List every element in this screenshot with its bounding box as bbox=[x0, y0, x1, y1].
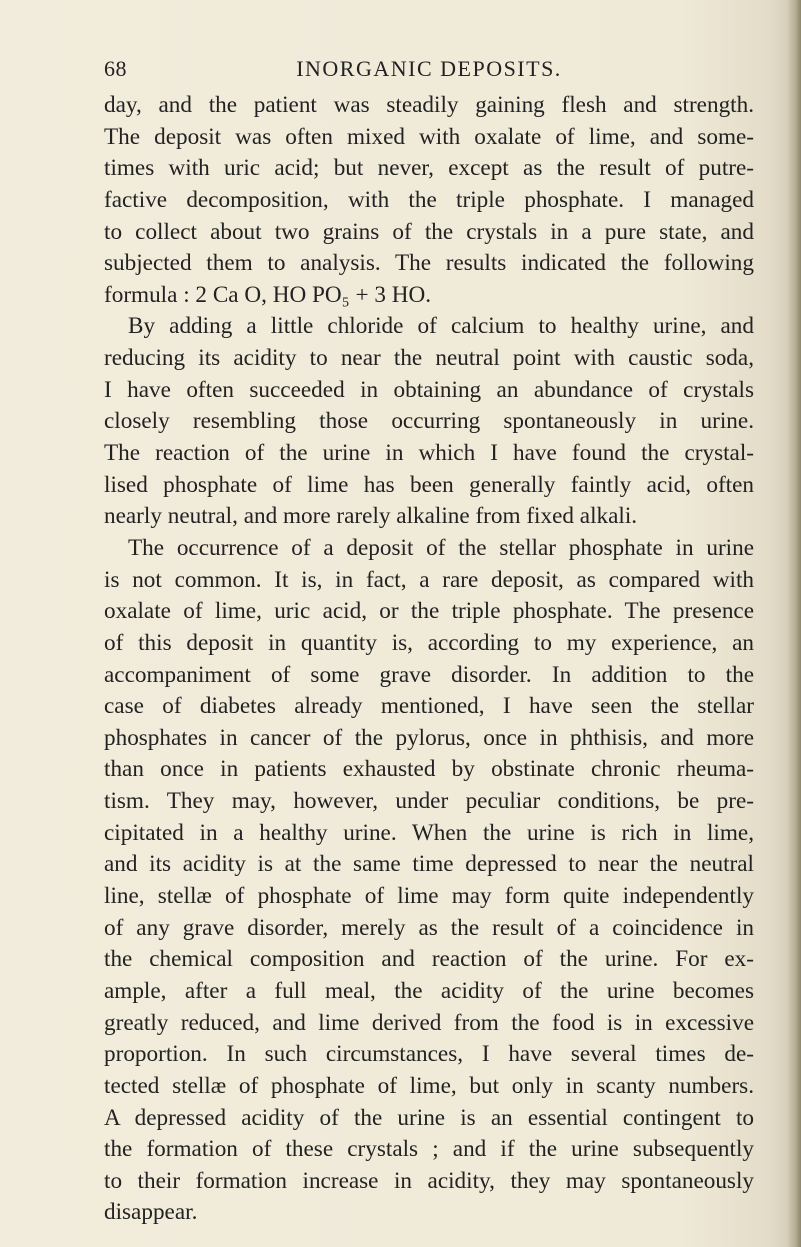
text-line: tected stellæ of phosphate of lime, but only in scanty numbers. bbox=[104, 1072, 754, 1099]
text-line: the chemical composition and reaction of the urine. For ex- bbox=[104, 946, 754, 973]
text-line: I have often succeeded in obtaining an abundance of crystals bbox=[104, 376, 754, 403]
text-line: factive decomposition, with the triple phosphate. I managed bbox=[104, 186, 754, 213]
text-line: disappear. bbox=[104, 1199, 198, 1226]
text-line: accompaniment of some grave disorder. In addition to the bbox=[104, 661, 754, 688]
text-line: A depressed acidity of the urine is an essential contingent to bbox=[104, 1104, 754, 1131]
body-text bbox=[104, 90, 754, 1229]
text-line: The reaction of the urine in which I have found the crystal- bbox=[104, 440, 754, 467]
text-line: line, stellæ of phosphate of lime may form quite independently bbox=[104, 883, 754, 910]
text-line: ample, after a full meal, the acidity of the urine becomes bbox=[104, 977, 754, 1004]
text-line: times with uric acid; but never, except as the result of putre- bbox=[104, 155, 754, 182]
paragraph bbox=[104, 311, 754, 532]
text-line: and its acidity is at the same time depressed to near the neutral bbox=[104, 851, 754, 878]
text-line: The occurrence of a deposit of the stellar phosphate in urine bbox=[128, 534, 754, 561]
text-line: tism. They may, however, under peculiar conditions, be pre- bbox=[104, 788, 754, 815]
text-line: day, and the patient was steadily gaining flesh and strength. bbox=[104, 92, 754, 118]
text-line: is not common. It is, in fact, a rare deposit, as compared with bbox=[104, 566, 754, 593]
paragraph bbox=[104, 533, 754, 1229]
text-line: closely resembling those occurring spontaneously in urine. bbox=[104, 408, 754, 435]
text-line: phosphates in cancer of the pylorus, once in phthisis, and more bbox=[104, 724, 754, 751]
text-line: greatly reduced, and lime derived from the food is in excessive bbox=[104, 1009, 754, 1036]
running-head bbox=[104, 56, 754, 88]
paragraph bbox=[104, 90, 754, 311]
text-line: than once in patients exhausted by obstinate chronic rheuma- bbox=[104, 756, 754, 783]
page-edge-shadow bbox=[787, 0, 801, 1247]
text-line: of this deposit in quantity is, according to my experience, an bbox=[104, 629, 754, 656]
text-line: lised phosphate of lime has been generally faintly acid, often bbox=[104, 471, 754, 498]
text-line: the formation of these crystals ; and if the urine subsequently bbox=[104, 1136, 754, 1163]
text-line: nearly neutral, and more rarely alkaline from fixed alkali. bbox=[104, 503, 638, 530]
text-line: formula : 2 Ca O, HO PO₅ + 3 HO. bbox=[104, 281, 432, 308]
text-line: cipitated in a healthy urine. When the urine is rich in lime, bbox=[104, 819, 754, 846]
page-number: 68 bbox=[104, 56, 127, 81]
text-line: case of diabetes already mentioned, I have seen the stellar bbox=[104, 693, 754, 720]
text-line: to collect about two grains of the crystals in a pure state, and bbox=[104, 218, 754, 245]
text-line: oxalate of lime, uric acid, or the triple phosphate. The presence bbox=[104, 598, 754, 625]
text-line: of any grave disorder, merely as the result of a coincidence in bbox=[104, 914, 754, 941]
running-head-title: INORGANIC DEPOSITS. bbox=[296, 56, 562, 81]
text-line: to their formation increase in acidity, they may spontaneously bbox=[104, 1167, 754, 1194]
text-line: reducing its acidity to near the neutral point with caustic soda, bbox=[104, 345, 754, 372]
text-line: By adding a little chloride of calcium to healthy urine, and bbox=[128, 313, 754, 340]
text-line: The deposit was often mixed with oxalate of lime, and some- bbox=[104, 123, 754, 150]
text-line: subjected them to analysis. The results indicated the following bbox=[104, 250, 754, 277]
text-line: proportion. In such circumstances, I have several times de- bbox=[104, 1041, 754, 1068]
